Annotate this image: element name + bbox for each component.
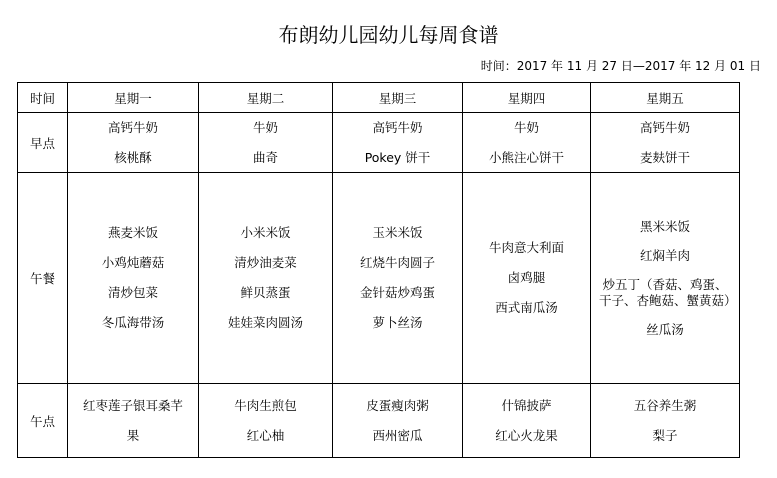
- header-wednesday: 星期三: [333, 83, 463, 113]
- menu-item: Pokey 饼干: [364, 149, 431, 165]
- row-label-breakfast: 早点: [18, 113, 68, 173]
- header-thursday: 星期四: [463, 83, 591, 113]
- menu-item: 西州密瓜: [372, 427, 423, 443]
- row-label-lunch: 午餐: [18, 173, 68, 384]
- breakfast-monday: [68, 113, 199, 173]
- menu-item: 小鸡炖蘑菇: [101, 255, 165, 270]
- menu-item: 梨子: [652, 427, 678, 443]
- lunch-monday: [68, 173, 199, 384]
- snack-friday: [591, 384, 740, 458]
- snack-wednesday: [333, 384, 463, 458]
- menu-item: 玉米米饭: [372, 225, 423, 240]
- snack-tuesday: [199, 384, 333, 458]
- menu-item: 五谷养生粥: [633, 397, 697, 413]
- menu-item: 核桃酥: [114, 149, 152, 165]
- table-row: [18, 384, 740, 458]
- table-row: [18, 173, 740, 384]
- menu-item: 牛肉生煎包: [234, 397, 297, 413]
- menu-item: 冬瓜海带汤: [101, 315, 165, 330]
- menu-item: 娃娃菜肉圆汤: [227, 315, 303, 330]
- lunch-tuesday: [199, 173, 333, 384]
- breakfast-friday: [591, 113, 740, 173]
- lunch-wednesday: [333, 173, 463, 384]
- menu-item: 萝卜丝汤: [372, 315, 423, 330]
- menu-item: 牛奶: [513, 119, 539, 135]
- menu-item: 曲奇: [252, 149, 278, 165]
- lunch-thursday: [463, 173, 591, 384]
- menu-item: 皮蛋瘦肉粥: [366, 397, 429, 413]
- menu-item: 炒五丁（香菇、鸡蛋、干子、杏鲍菇、蟹黄菇）: [599, 276, 737, 308]
- menu-item: 清炒包菜: [107, 285, 158, 300]
- menu-item: 高钙牛奶: [639, 119, 690, 135]
- menu-item: 红心火龙果: [495, 427, 558, 443]
- header-tuesday: 星期二: [199, 83, 333, 113]
- snack-monday: [68, 384, 199, 458]
- header-time: 时间: [18, 83, 68, 113]
- header-row: [18, 83, 740, 113]
- date-range: 时间：2017 年 11 月 27 日—2017 年 12 月 01 日: [480, 59, 761, 73]
- menu-item: 金针菇炒鸡蛋: [359, 285, 435, 300]
- menu-item: 鲜贝蒸蛋: [240, 285, 291, 300]
- menu-item: 麦麸饼干: [639, 149, 690, 165]
- row-label-snack: 午点: [18, 384, 68, 458]
- menu-item: 清炒油麦菜: [234, 255, 297, 270]
- page-title: 布朗幼儿园幼儿每周食谱: [278, 23, 499, 47]
- menu-item: 燕麦米饭: [107, 225, 158, 240]
- menu-item: 小米米饭: [240, 225, 291, 240]
- menu-item: 高钙牛奶: [107, 119, 158, 135]
- menu-item: 丝瓜汤: [646, 321, 684, 337]
- menu-item: 红焖羊肉: [639, 247, 690, 263]
- header-monday: 星期一: [68, 83, 199, 113]
- lunch-friday: [591, 173, 740, 384]
- table-row: [18, 113, 740, 173]
- menu-item: 果: [126, 427, 140, 443]
- menu-table: [17, 82, 740, 458]
- breakfast-tuesday: [199, 113, 333, 173]
- menu-item: 牛奶: [252, 119, 278, 135]
- snack-thursday: [463, 384, 591, 458]
- menu-item: 红枣莲子银耳桑芊: [82, 397, 183, 413]
- menu-item: 卤鸡腿: [507, 270, 546, 285]
- menu-item: 西式南瓜汤: [495, 300, 558, 315]
- menu-item: 黑米米饭: [639, 218, 690, 234]
- header-friday: 星期五: [591, 83, 740, 113]
- menu-item: 红烧牛肉圆子: [359, 255, 435, 270]
- menu-item: 什锦披萨: [501, 397, 552, 413]
- menu-item: 牛肉意大利面: [488, 240, 564, 255]
- menu-item: 高钙牛奶: [372, 119, 423, 135]
- menu-item: 红心柚: [246, 427, 285, 443]
- breakfast-thursday: [463, 113, 591, 173]
- menu-item: 小熊注心饼干: [488, 149, 564, 165]
- breakfast-wednesday: [333, 113, 463, 173]
